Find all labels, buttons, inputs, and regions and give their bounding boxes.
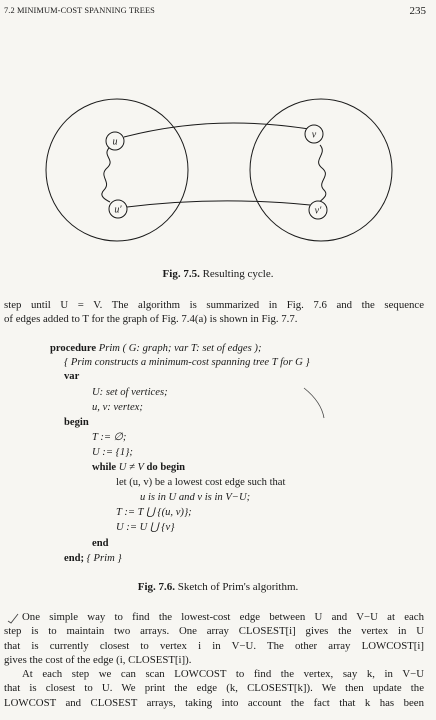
- text-line: that is closest to U. We print the edge (k, CLOSEST[k]). We then update the: [4, 682, 424, 695]
- section-title: 7.2 MINIMUM-COST SPANNING TREES: [4, 6, 155, 15]
- set-u-circle: [46, 99, 188, 241]
- code-line: end; { Prim }: [64, 553, 122, 564]
- text-line: that is currently closest to vertex i in V−U. The other array LOWCOST[i]: [4, 639, 424, 652]
- label-vprime: v′: [314, 205, 322, 217]
- intro-paragraph: [4, 298, 424, 327]
- label-uprime: u′: [114, 204, 122, 216]
- path-v-vprime: [318, 145, 326, 204]
- code-line: U := U ⋃ {v}: [116, 522, 175, 533]
- code-line: let (u, v) be a lowest cost edge such that: [116, 477, 286, 488]
- code-line: U := {1};: [92, 447, 133, 458]
- running-header: [4, 6, 426, 20]
- caption-label: Fig. 7.5.: [162, 268, 200, 280]
- code-line: T := T ⋃ {(u, v)};: [116, 507, 192, 518]
- figure-7-6-caption: [0, 581, 436, 593]
- text-line: LOWCOST and CLOSEST arrays, taking into account the fact that k has been: [4, 696, 424, 709]
- code-line: var: [64, 371, 80, 382]
- caption-text: Resulting cycle.: [202, 268, 274, 280]
- text-line: One simple way to find the lowest-cost edge between U and V−U at each: [22, 611, 424, 623]
- caption-label: Fig. 7.6.: [137, 581, 175, 593]
- code-line: U: set of vertices;: [92, 387, 168, 398]
- text-line: At each step we can scan LOWCOST to find the vertex, say k, in V−U: [22, 668, 424, 681]
- body-paragraph: [4, 610, 424, 710]
- label-v: v: [311, 129, 317, 141]
- label-u: u: [112, 136, 118, 148]
- pencil-mark: [300, 386, 330, 420]
- text-line: of edges added to T for the graph of Fig. 7.4(a) is shown in Fig. 7.7.: [4, 313, 298, 326]
- path-u-uprime: [102, 148, 110, 202]
- cycle-figure: [0, 90, 436, 265]
- edge-uprime-vprime: [127, 201, 310, 207]
- code-line: end: [92, 538, 109, 549]
- code-line: u, v: vertex;: [92, 402, 143, 413]
- page-number: 235: [409, 5, 426, 17]
- text-line: step until U = V. The algorithm is summarized in Fig. 7.6 and the sequence: [4, 299, 424, 311]
- code-line: procedure Prim ( G: graph; var T: set of edges );: [50, 343, 262, 354]
- code-line: while U ≠ V do begin: [92, 462, 186, 473]
- code-comment: { Prim constructs a minimum-cost spanning tree T for G }: [64, 357, 310, 368]
- caption-text: Sketch of Prim's algorithm.: [177, 581, 299, 593]
- figure-7-5-caption: [0, 268, 436, 280]
- code-line: T := ∅;: [92, 432, 127, 443]
- set-v-circle: [250, 99, 392, 241]
- edge-u-v: [124, 123, 309, 137]
- text-line: step is to maintain two arrays. One array CLOSEST[i] gives the vertex in U: [4, 625, 424, 638]
- code-line: begin: [64, 417, 89, 428]
- code-line: u is in U and v is in V−U;: [140, 492, 251, 503]
- text-line: gives the cost of the edge (i, CLOSEST[i]).: [4, 653, 192, 666]
